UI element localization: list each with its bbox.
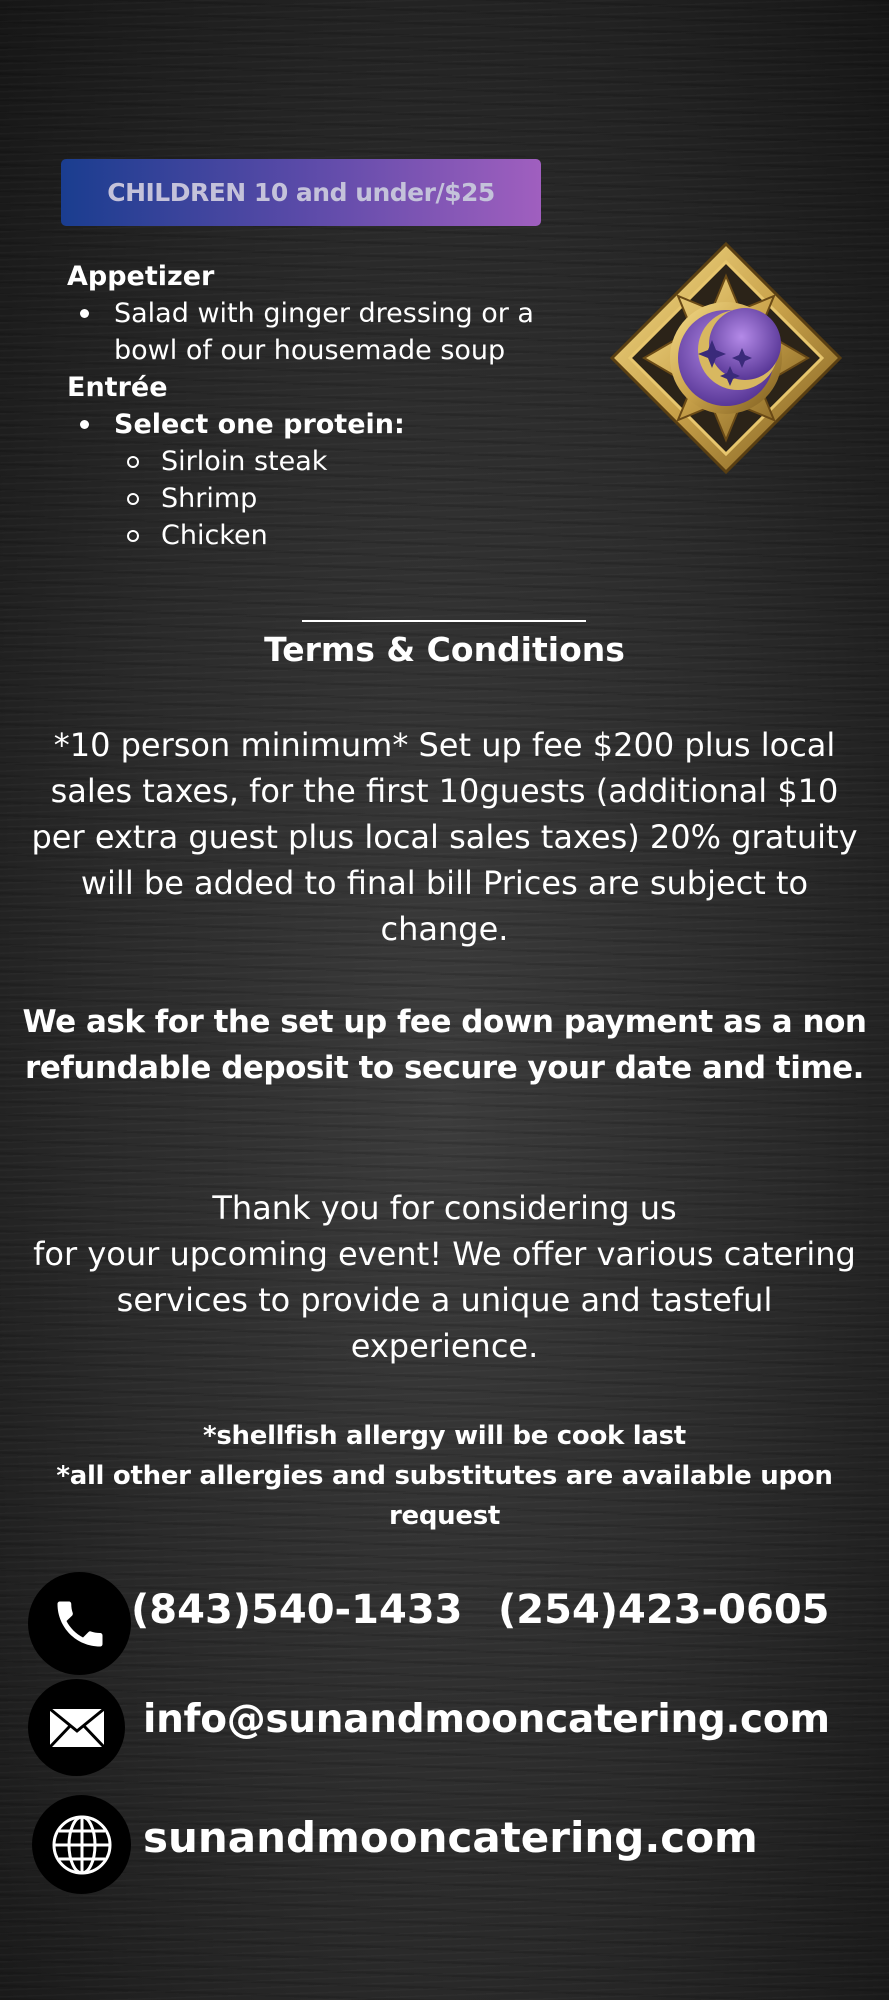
envelope-icon[interactable] [28,1679,125,1776]
protein-heading: Select one protein: [67,406,587,443]
protein-item: Chicken [67,517,587,554]
entree-list [67,406,587,554]
phone-icon[interactable] [28,1572,131,1675]
website-link[interactable]: sunandmooncatering.com [143,1813,758,1862]
globe-icon[interactable] [32,1795,131,1894]
phone-number-1[interactable]: (843)540-1433 [131,1587,463,1633]
section-divider [302,620,586,622]
thanks-line-2: for your upcoming event! We offer various catering services to provide a unique and tasteful experience. [33,1235,856,1365]
allergy-line-2: *all other allergies and substitutes are available upon request [56,1461,833,1531]
sun-moon-logo-icon [608,240,844,476]
children-menu [67,258,587,554]
deposit-note: We ask for the set up fee down payment as a non refundable deposit to secure your date and time. [22,1004,867,1086]
thanks-line-1: Thank you for considering us [212,1189,677,1227]
thanks-message [20,1185,869,1369]
appetizer-item: Salad with ginger dressing or a bowl of our housemade soup [67,295,554,369]
appetizer-list [67,295,587,369]
children-price-badge [61,159,541,226]
allergy-notes [20,1416,869,1536]
terms-title: Terms & Conditions [264,630,625,669]
terms-paragraph: *10 person minimum* Set up fee $200 plus local sales taxes, for the first 10guests (additional $10 per extra guest plus local sales taxes) 20% gratuity will be added to final bill Prices are subject to change. [31,726,858,948]
allergy-line-1: *shellfish allergy will be cook last [203,1421,686,1451]
entree-heading: Entrée [67,372,168,403]
badge-label: CHILDREN 10 and under/$25 [107,178,495,207]
protein-item: Sirloin steak [67,443,587,480]
email-address[interactable]: info@sunandmooncatering.com [143,1697,830,1742]
phone-number-2[interactable]: (254)423-0605 [498,1587,830,1633]
protein-item: Shrimp [67,480,587,517]
appetizer-heading: Appetizer [67,261,215,292]
